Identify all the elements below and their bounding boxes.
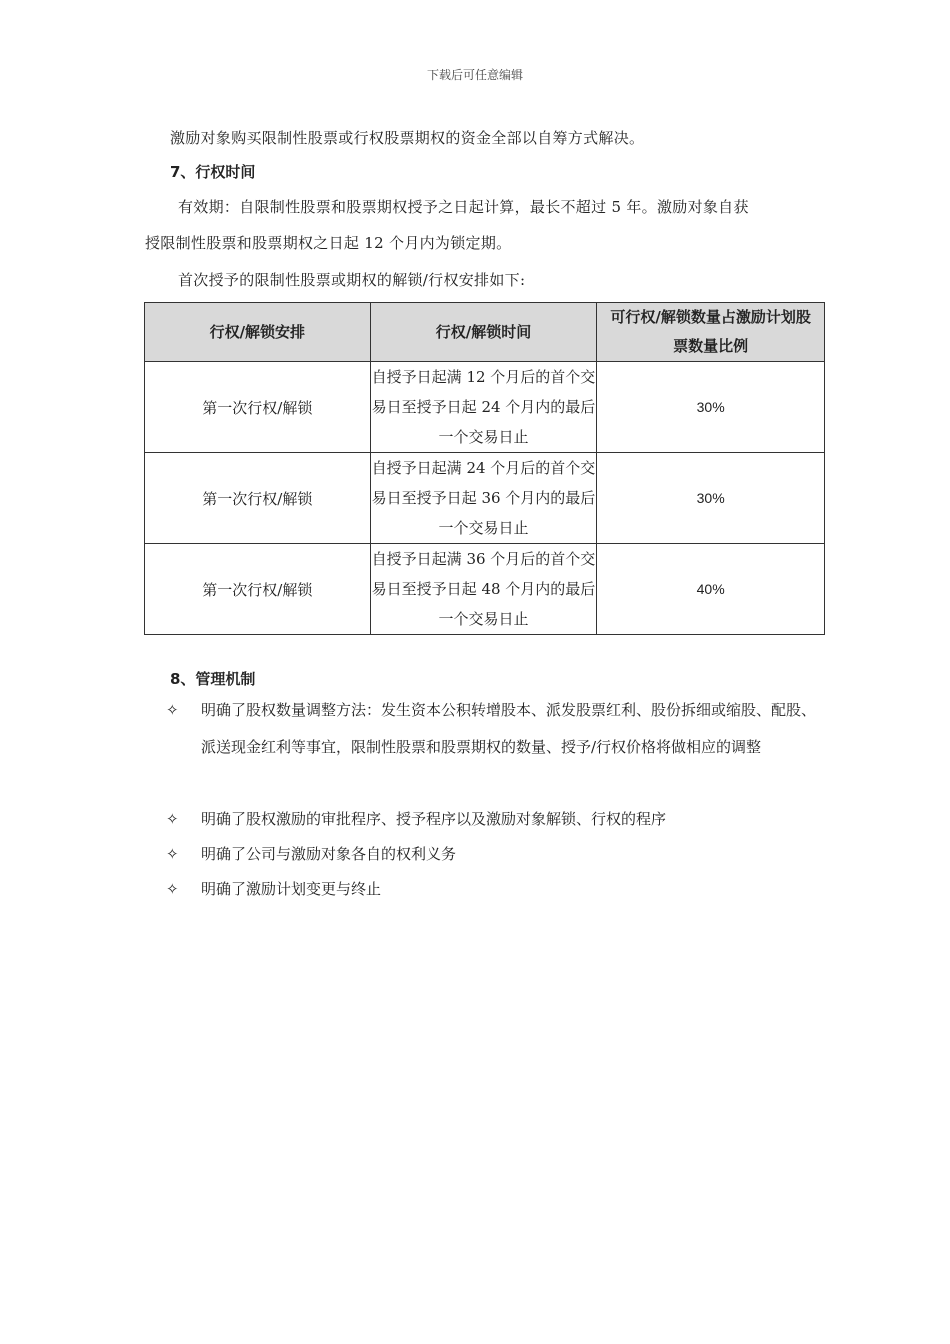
table-header-row bbox=[145, 303, 825, 362]
cell-time: 自授予日起满 24 个月后的首个交易日至授予日起 36 个月内的最后一个交易日止 bbox=[370, 453, 597, 544]
table-row bbox=[145, 544, 825, 635]
four-pointed-star-icon: ✧ bbox=[166, 810, 179, 828]
cell-ratio: 40% bbox=[597, 544, 825, 635]
cell-time: 自授予日起满 36 个月后的首个交易日至授予日起 48 个月内的最后一个交易日止 bbox=[370, 544, 597, 635]
cell-arrangement: 第一次行权/解锁 bbox=[145, 453, 371, 544]
four-pointed-star-icon: ✧ bbox=[166, 701, 179, 719]
bullet-text: 明确了股权激励的审批程序、授予程序以及激励对象解锁、行权的程序 bbox=[201, 810, 667, 828]
exercise-schedule-table bbox=[144, 302, 825, 635]
cell-time: 自授予日起满 12 个月后的首个交易日至授予日起 24 个月内的最后一个交易日止 bbox=[370, 362, 597, 453]
col-header-arrangement: 行权/解锁安排 bbox=[145, 303, 371, 362]
cell-ratio: 30% bbox=[597, 362, 825, 453]
cell-ratio: 30% bbox=[597, 453, 825, 544]
list-item bbox=[166, 692, 826, 766]
page-header: 下载后可任意编辑 bbox=[426, 68, 523, 82]
four-pointed-star-icon: ✧ bbox=[166, 880, 179, 898]
four-pointed-star-icon: ✧ bbox=[166, 845, 179, 863]
bullet-text: 明确了公司与激励对象各自的权利义务 bbox=[201, 845, 457, 863]
bullet-text: 明确了激励计划变更与终止 bbox=[201, 880, 382, 898]
table-row bbox=[145, 362, 825, 453]
table-row bbox=[145, 453, 825, 544]
list-item bbox=[166, 871, 826, 908]
cell-arrangement: 第一次行权/解锁 bbox=[145, 362, 371, 453]
col-header-time: 行权/解锁时间 bbox=[370, 303, 597, 362]
section-title-exercise-time: 7、行权时间 bbox=[170, 163, 256, 181]
bullet-text: 明确了股权数量调整方法：发生资本公积转增股本、派发股票红利、股份拆细或缩股、配股、派送现金红利等事宜，限制性股票和股票期权的数量、授予/行权价格将做相应的调整 bbox=[201, 701, 817, 756]
paragraph-validity-line2: 授限制性股票和股票期权之日起 12 个月内为锁定期。 bbox=[145, 234, 512, 252]
section-title-management: 8、管理机制 bbox=[170, 670, 256, 688]
cell-arrangement: 第一次行权/解锁 bbox=[145, 544, 371, 635]
list-item bbox=[166, 836, 826, 873]
paragraph-table-intro: 首次授予的限制性股票或期权的解锁/行权安排如下: bbox=[178, 271, 526, 289]
list-item bbox=[166, 801, 826, 838]
paragraph-validity-line1: 有效期：自限制性股票和股票期权授予之日起计算，最长不超过 5 年。激励对象自获 bbox=[178, 198, 749, 216]
paragraph-funding: 激励对象购买限制性股票或行权股票期权的资金全部以自筹方式解决。 bbox=[170, 129, 645, 147]
col-header-ratio: 可行权/解锁数量占激励计划股票数量比例 bbox=[597, 303, 825, 362]
